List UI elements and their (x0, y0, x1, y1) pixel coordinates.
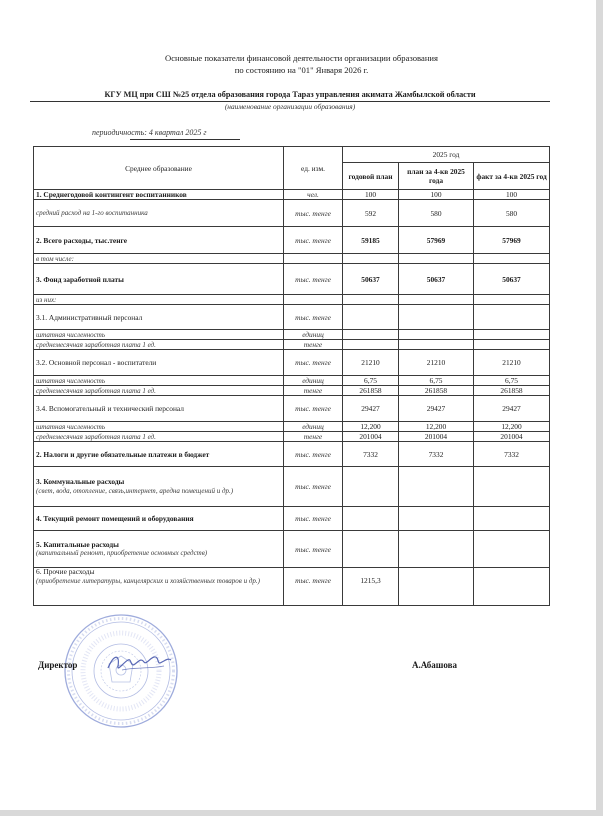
row-unit: тыс. тенге (284, 531, 343, 568)
row-label: штатная численность (34, 422, 284, 432)
row-plan (343, 531, 399, 568)
row-label: 2. Всего расходы, тыс.тенге (34, 227, 284, 254)
empty-cell (284, 254, 343, 264)
row-label: 1. Среднегодовой контингент воспитанников (34, 190, 284, 200)
row-quarter-plan (399, 568, 474, 606)
row-unit: тыс. тенге (284, 305, 343, 330)
row-quarter-plan (399, 340, 474, 350)
director-signature (104, 648, 174, 678)
row-unit: тенге (284, 386, 343, 396)
row-quarter-fact: 12,200 (474, 422, 550, 432)
row-unit: тыс. тенге (284, 396, 343, 422)
row-quarter-plan: 50637 (399, 264, 474, 295)
row-sublabel: (капитальный ремонт, приобретение основных средств) (36, 549, 208, 558)
table-row (34, 330, 550, 340)
row-quarter-fact: 57969 (474, 227, 550, 254)
row-quarter-plan: 7332 (399, 442, 474, 467)
row-unit: тыс. тенге (284, 264, 343, 295)
row-quarter-plan: 201004 (399, 432, 474, 442)
empty-cell (399, 295, 474, 305)
row-plan: 1215,3 (343, 568, 399, 606)
table-row (34, 386, 550, 396)
row-quarter-fact: 7332 (474, 442, 550, 467)
row-plan: 100 (343, 190, 399, 200)
row-quarter-fact (474, 340, 550, 350)
row-label: среднемесячная заработная плата 1 ед. (34, 340, 284, 350)
empty-cell (399, 254, 474, 264)
row-unit: тыс. тенге (284, 467, 343, 507)
row-quarter-plan (399, 330, 474, 340)
table-row (34, 350, 550, 376)
report-period: периодичность: 4 квартал 2025 г (92, 128, 207, 137)
row-quarter-plan: 100 (399, 190, 474, 200)
row-label: 3. Коммунальные расходы (36, 477, 125, 487)
row-plan: 50637 (343, 264, 399, 295)
row-unit: единиц (284, 330, 343, 340)
row-label: средний расход на 1-го воспитанника (34, 200, 284, 227)
organization-caption: (наименование организации образования) (224, 102, 356, 111)
row-unit: тыс. тенге (284, 568, 343, 606)
row-plan: 6,75 (343, 376, 399, 386)
empty-cell (474, 295, 550, 305)
row-plan: 59185 (343, 227, 399, 254)
row-unit: тыс. тенге (284, 507, 343, 531)
row-unit: единиц (284, 376, 343, 386)
row-label: 3.4. Вспомогательный и технический персонал (34, 396, 284, 422)
row-plan (343, 467, 399, 507)
row-quarter-plan (399, 507, 474, 531)
organization-name: КГУ МЦ при СШ №25 отдела образования города Тараз управления акимата Жамбылской области (104, 90, 476, 99)
table-row (34, 227, 550, 254)
table-row (34, 442, 550, 467)
row-label: 5. Капитальные расходы (36, 539, 119, 549)
row-quarter-fact: 29427 (474, 396, 550, 422)
table-row (34, 340, 550, 350)
table-row (34, 254, 550, 264)
row-label-cell (34, 531, 284, 568)
table-row (34, 396, 550, 422)
row-plan: 261858 (343, 386, 399, 396)
row-unit: тыс. тенге (284, 442, 343, 467)
table-row (34, 531, 550, 568)
row-quarter-fact: 201004 (474, 432, 550, 442)
table-row (34, 295, 550, 305)
table-row (34, 200, 550, 227)
row-label-cell (34, 568, 284, 606)
table-row (34, 467, 550, 507)
empty-cell (343, 254, 399, 264)
row-plan (343, 340, 399, 350)
row-quarter-fact: 100 (474, 190, 550, 200)
row-label-cell (34, 467, 284, 507)
empty-cell (284, 295, 343, 305)
header-unit: ед. изм. (284, 147, 343, 190)
row-quarter-plan: 12,200 (399, 422, 474, 432)
table-row (34, 190, 550, 200)
row-label: среднемесячная заработная плата 1 ед. (34, 432, 284, 442)
row-plan: 12,200 (343, 422, 399, 432)
row-quarter-fact (474, 330, 550, 340)
row-quarter-fact: 580 (474, 200, 550, 227)
header-name: Среднее образование (34, 147, 284, 190)
row-label: 2. Налоги и другие обязательные платежи в бюджет (34, 442, 284, 467)
row-quarter-fact (474, 305, 550, 330)
row-quarter-plan (399, 467, 474, 507)
row-label: в том числе: (34, 254, 284, 264)
table-row (34, 305, 550, 330)
header-fact-quarter: факт за 4-кв 2025 год (474, 163, 550, 190)
report-date: по состоянию на "01" Января 2026 г. (234, 65, 369, 75)
row-quarter-fact: 6,75 (474, 376, 550, 386)
table-row (34, 432, 550, 442)
row-plan: 201004 (343, 432, 399, 442)
row-quarter-fact: 21210 (474, 350, 550, 376)
row-quarter-plan: 29427 (399, 396, 474, 422)
row-sublabel: (свет, вода, отопление, связь,интернет, аредна помещений и др.) (36, 486, 234, 495)
director-name: А.Абашова (412, 660, 458, 670)
row-unit: тыс. тенге (284, 350, 343, 376)
table-row (34, 568, 550, 606)
row-quarter-fact (474, 467, 550, 507)
row-quarter-fact: 261858 (474, 386, 550, 396)
row-quarter-fact (474, 507, 550, 531)
row-quarter-fact: 50637 (474, 264, 550, 295)
row-label: среднемесячная заработная плата 1 ед. (34, 386, 284, 396)
row-label: штатная численность (34, 376, 284, 386)
row-plan: 29427 (343, 396, 399, 422)
header-plan-quarter: план за 4-кв 2025 года (399, 163, 474, 190)
header-plan-year: годовой план (343, 163, 399, 190)
row-quarter-fact (474, 531, 550, 568)
row-plan: 7332 (343, 442, 399, 467)
period-underline (130, 139, 240, 140)
page-edge-right (596, 0, 603, 816)
row-plan: 21210 (343, 350, 399, 376)
row-quarter-plan: 21210 (399, 350, 474, 376)
row-unit: тенге (284, 432, 343, 442)
row-label: из них: (34, 295, 284, 305)
table-row (34, 507, 550, 531)
row-label: 3.2. Основной персонал - воспитатели (34, 350, 284, 376)
row-plan (343, 507, 399, 531)
row-quarter-fact (474, 568, 550, 606)
row-unit: чел. (284, 190, 343, 200)
header-year: 2025 год (343, 147, 550, 163)
row-label: 4. Текущий ремонт помещений и оборудования (34, 507, 284, 531)
row-unit: тыс. тенге (284, 200, 343, 227)
empty-cell (474, 254, 550, 264)
row-plan (343, 330, 399, 340)
row-quarter-plan: 6,75 (399, 376, 474, 386)
row-unit: единиц (284, 422, 343, 432)
table-row (34, 264, 550, 295)
row-quarter-plan (399, 531, 474, 568)
page-edge-bottom (0, 810, 603, 816)
row-label: 3. Фонд заработной платы (34, 264, 284, 295)
report-title: Основные показатели финансовой деятельности организации образования (165, 53, 438, 63)
row-quarter-plan: 580 (399, 200, 474, 227)
row-label: 6. Прочие расходы (36, 567, 95, 576)
row-unit: тенге (284, 340, 343, 350)
table-row (34, 422, 550, 432)
financial-table (33, 146, 550, 606)
table-row (34, 376, 550, 386)
row-label: штатная численность (34, 330, 284, 340)
row-plan (343, 305, 399, 330)
row-quarter-plan: 57969 (399, 227, 474, 254)
row-sublabel: (приобретение литературы, канцелярских и хозяйственных товаров и др.) (36, 576, 260, 585)
row-label: 3.1. Административный персонал (34, 305, 284, 330)
row-quarter-plan: 261858 (399, 386, 474, 396)
director-label: Директор (38, 660, 78, 670)
empty-cell (343, 295, 399, 305)
row-unit: тыс. тенге (284, 227, 343, 254)
row-plan: 592 (343, 200, 399, 227)
row-quarter-plan (399, 305, 474, 330)
